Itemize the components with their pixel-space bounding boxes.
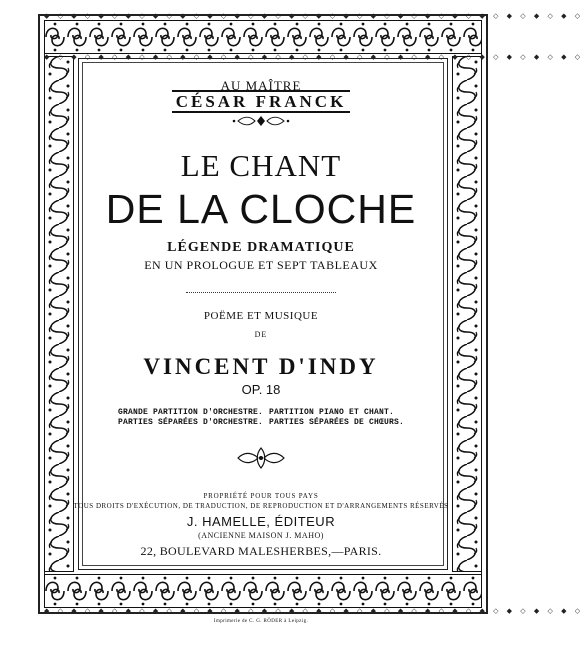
dot-border-outer-top: ◆ ◇ ◆ ◇ ◆ ◇ ◆ ◇ ◆ ◇ ◆ ◇ ◆ ◇ ◆ ◇ ◆ ◇ ◆ ◇ ◆ ◇ ◆ ◇ ◆ ◇ ◆ ◇ ◆ ◇ ◆ ◇ ◆ ◇ ◆ ◇ ◆ ◇ ◆ ◇ [44,12,583,20]
edition-item: GRANDE PARTITION D'ORCHESTRE. [117,408,263,417]
editions-column-right [269,408,404,428]
credit-de: DE [254,330,268,339]
scroll-ornament-icon [44,574,482,608]
edition-item: PARTITION PIANO ET CHANT. [269,408,395,417]
divider-rule [186,292,336,293]
dedication-line: AU MAÎTRE [220,78,302,93]
fleuron-icon [236,446,286,470]
editions-column-left [118,408,263,428]
copyright-notice: PROPRIÉTÉ POUR TOUS PAYS [203,492,319,500]
dot-border-outer-bottom: ◆ ◇ ◆ ◇ ◆ ◇ ◆ ◇ ◆ ◇ ◆ ◇ ◆ ◇ ◆ ◇ ◆ ◇ ◆ ◇ ◆ ◇ ◆ ◇ ◆ ◇ ◆ ◇ ◆ ◇ ◆ ◇ ◆ ◇ ◆ ◇ ◆ ◇ ◆ ◇ [44,607,583,615]
scroll-ornament-icon [44,20,482,54]
bottom-ornament-band [44,574,482,608]
fleuron-icon [226,114,296,128]
publisher-former-name: (ANCIENNE MAISON J. MAHO) [198,531,324,540]
dedicatee-name: CÉSAR FRANCK [0,92,522,112]
title-line-2: DE LA CLOCHE [105,186,417,232]
subtitle-genre: LÉGENDE DRAMATIQUE [167,240,355,255]
dot-border-top: ◆ ◇ ◆ ◇ ◆ ◇ ◆ ◇ ◆ ◇ ◆ ◇ ◆ ◇ ◆ ◇ ◆ ◇ ◆ ◇ ◆ ◇ ◆ ◇ ◆ ◇ ◆ ◇ ◆ ◇ ◆ ◇ ◆ ◇ ◆ ◇ ◆ ◇ ◆ ◇ [44,53,583,61]
top-ornament-band [44,20,482,54]
title-line-1: LE CHANT [180,148,342,183]
edition-item: PARTIES SÉPARÉES DE CHŒURS. [269,418,405,427]
editions-list [0,408,522,428]
credit-line: POËME ET MUSIQUE [203,310,319,322]
opus-number: OP. 18 [241,382,281,397]
publisher-address: 22, BOULEVARD MALESHERBES,—PARIS. [140,544,382,558]
author-name: VINCENT D'INDY [143,354,379,379]
printer-credit: Imprimerie de C. G. RÖDER à Leipzig. [213,619,309,624]
rights-notice: TOUS DROITS D'EXÉCUTION, DE TRADUCTION, DE REPRODUCTION ET D'ARRANGEMENTS RÉSERVÉS [73,502,449,510]
publisher-name: J. HAMELLE, ÉDITEUR [186,514,336,529]
subtitle-structure: EN UN PROLOGUE ET SEPT TABLEAUX [144,258,378,272]
edition-item: PARTIES SÉPARÉES D'ORCHESTRE. [117,418,263,427]
